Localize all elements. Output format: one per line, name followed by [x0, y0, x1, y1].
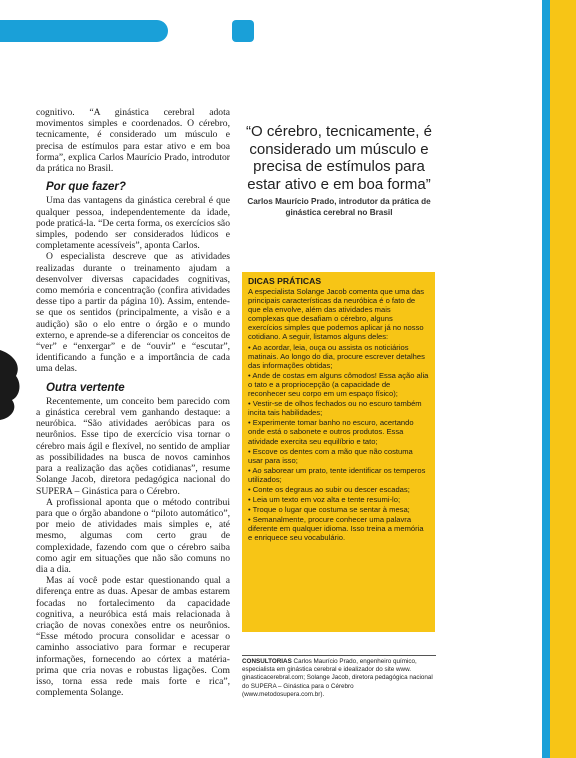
consultorias-credits	[242, 655, 436, 699]
tip-item: • Semanalmente, procure conhecer uma palavra diferente em qualquer idioma. Isso treina a memória e enriquece seu vocabulário.	[248, 515, 424, 543]
article-paragraph: Recentemente, um conceito bem parecido com a ginástica cerebral vem ganhando destaque: a neuróbica. “São atividades aeróbicas para os neurônios. Esse tipo de exercício visa tornar o cérebro mais ágil e flexível, no sentido de ampliar as possibilidades na busca de novos caminhos para a realização das ações cotidianas”, resume Solange Jacob, diretora pedagógica nacional do SUPERA – Ginástica para o Cérebro.	[36, 395, 230, 497]
section-heading: Outra vertente	[46, 381, 125, 394]
article-paragraph: O especialista descreve que as atividades realizadas durante o treinamento ajudam a desenvolver diversas capacidades cognitivas, como memória e concentração (confira atividades desse tipo a partir da página 10). Assim, entende-se que os sentidos (principalmente, a visão e a audição) são o elo entre o órgão e o mundo externo, e aprende-se a diferenciar os conceitos de “ver” e “enxergar” e de “ouvir” e “escutar”, identificando a função e a importância de cada uma delas.	[36, 251, 230, 375]
pull-quote-text: “O cérebro, tecnicamente, é considerado um músculo e precisa de estímulos para estar ativo e em boa forma”	[246, 123, 432, 193]
side-yellow-stripe	[550, 0, 576, 758]
tip-item: • Conte os degraus ao subir ou descer escadas;	[248, 484, 410, 494]
tip-item: • Vestir-se de olhos fechados ou no escuro também incita tais habilidades;	[248, 399, 422, 418]
tip-item: • Escove os dentes com a mão que não costuma usar para isso;	[248, 446, 413, 465]
tip-item: • Ao acordar, leia, ouça ou assista os noticiários matinais. Ao longo do dia, procure escrever detalhes das informações obtidas;	[248, 342, 425, 370]
tips-title: DICAS PRÁTICAS	[248, 276, 322, 286]
top-accent-square	[232, 20, 254, 42]
tip-item: • Ande de costas em alguns cômodos! Essa ação alia o tato e a propriocepção (a capacidade de reconhecer seu corpo em um espaço físico);	[248, 370, 429, 399]
pull-quote	[242, 123, 436, 218]
article-paragraph: Mas aí você pode estar questionando qual a diferença entre as duas. Apesar de ambas estarem focadas no fortalecimento da capacidade cognitiva, a neuróbica está mais relacionada à criação de novas conexões entre os neurônios. “Esse método procura consolidar e acessar o caminho associativo para formar e recuperar informações, fornecendo ao córtex a matéria-prima que cria novas e robustas ligações. Com isso, torna essa rede mais forte e rica”, complementa Solange.	[36, 575, 230, 699]
article-paragraph: cognitivo. “A ginástica cerebral adota movimentos simples e coordenados. O cérebro, tecnicamente, é considerado um músculo e precisa de estímulos para estar ativo e em boa forma”, explica Carlos Maurício Prado, introdutor da prática no Brasil.	[36, 107, 230, 175]
consultorias-label: CONSULTORIAS	[242, 658, 292, 665]
tip-item: • Ao saborear um prato, tente identificar os temperos utilizados;	[248, 465, 426, 484]
tips-box	[242, 272, 435, 632]
section-heading: Por que fazer?	[46, 181, 126, 194]
side-blue-stripe	[542, 0, 550, 758]
top-accent-bar	[0, 20, 168, 42]
brain-deco-icon	[0, 350, 22, 420]
article-paragraph: A profissional aponta que o método contribui para que o órgão abandone o “piloto automático”, por meio de atividades mais simples e, até mesmo, algumas com certo grau de complexidade, fazendo com que o cérebro saiba como agir em situações que não são comuns no dia a dia.	[36, 496, 230, 575]
tip-item: • Troque o lugar que costuma se sentar à mesa;	[248, 505, 410, 515]
tip-item: • Experimente tomar banho no escuro, acertando onde está o sabonete e outros produtos. Essa atividade exercita seu equilíbrio e tato;	[248, 418, 414, 446]
article-body	[36, 107, 230, 698]
tip-item: • Leia um texto em voz alta e tente resumi-lo;	[248, 495, 401, 505]
consultorias-text: Carlos Maurício Prado, engenheiro químico, especialista em ginástica cerebral e idealizador do site www. ginasticacerebral.com; Solange Jacob, diretora pedagógica nacional do SUPERA – Ginástica para o Cérebro (www.metodosupera.com.br).	[242, 658, 433, 698]
article-paragraph: Uma das vantagens da ginástica cerebral é que qualquer pessoa, independentemente da idade, pode praticá-la. “De certa forma, os exercícios são simples, podendo ser considerados lúdicos e completamente acessíveis”, aponta Carlos.	[36, 195, 230, 252]
pull-quote-author: Carlos Maurício Prado, introdutor da prática de ginástica cerebral no Brasil	[247, 197, 431, 217]
tips-intro: A especialista Solange Jacob comenta que uma das principais características da neuróbica é o fato de que ela envolve, além das atividades mais complexas que desafiam o cérebro, alguns exercícios simples que podemos aplicar já no nosso cotidiano. A seguir, listamos alguns deles:	[248, 287, 425, 342]
